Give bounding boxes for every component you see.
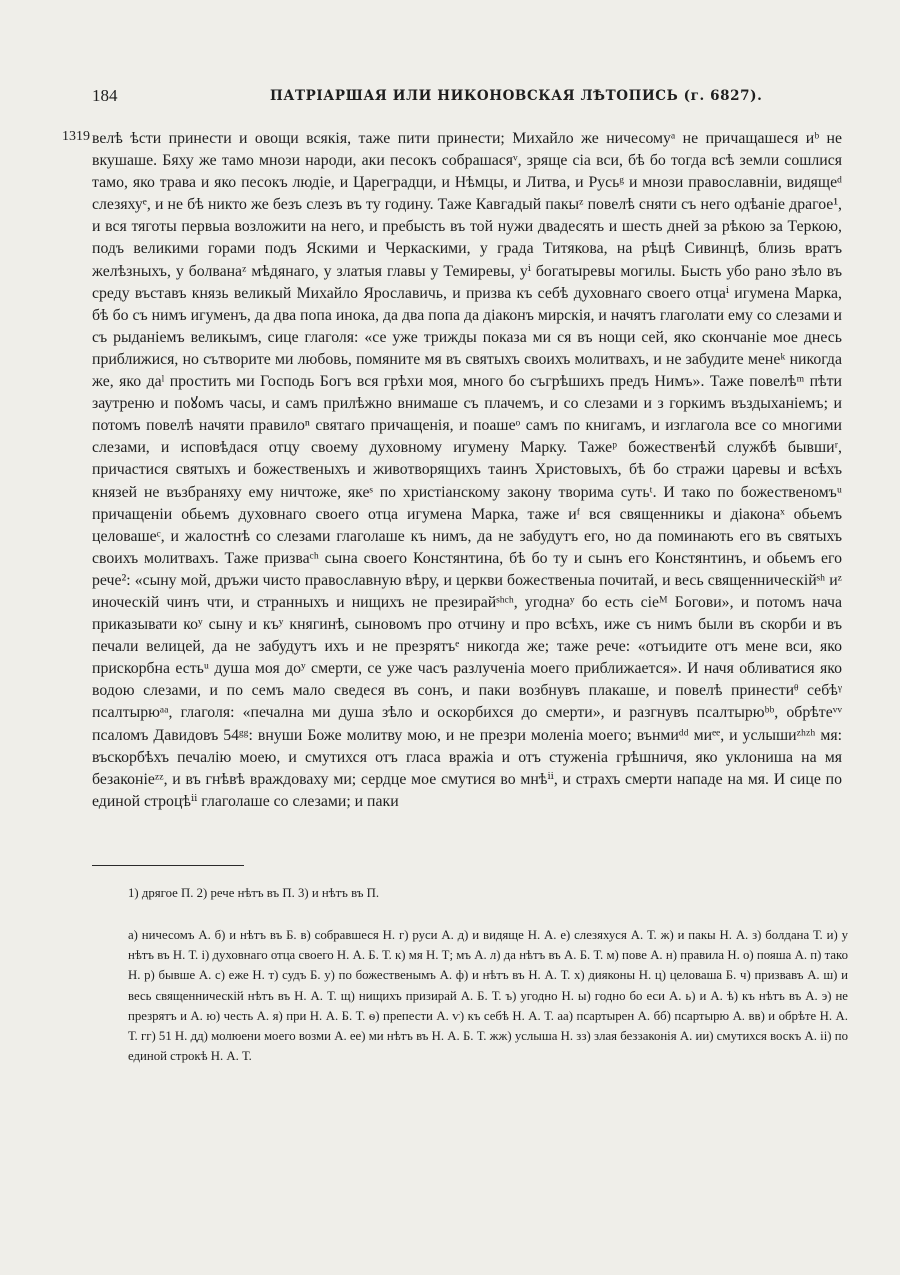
page-number: 184 [92, 86, 118, 105]
numbered-footnotes: 1) дрягое П. 2) рече нѣтъ въ П. 3) и нѣтъ въ П. [128, 886, 380, 900]
main-paragraph: велѣ ѣсти принести и овощи всякія, таже пити принести; Михайло же ничесомуᵃ не причащашеся иᵇ не вкушаше. Бяху же тамо мнози народи, аки песокъ собрашасяᵛ, зряще сіа вси, бѣ бо тогда всѣ земли сошлися тамо, яко трава и яко песокъ людіе, и Цареградци, и Нѣмцы, и Литва, и Русьᵍ и мнози православніи, видящеᵈ слезяхуᵉ, и не бѣ никто же безъ слезъ въ ту годину. Таже Кавгадый пакыᶻ повелѣ сняти съ него одѣаніе драгое¹, и вся тяготы первыа возложити на него, и пребысть въ той нужи двадесять и шесть дней за рѣкою за Теркою, подъ великими горами подъ Яскими и Черкаскими, у града Титякова, на рѣцѣ Сивинцѣ, близь вратъ желѣзныхъ, у болванаᶻ мѣдянаго, у златыя главы у Темиревы, уⁱ богатыревы могилы. Бысть убо рано зѣло въ среду въставъ князь великый Михайло Ярославичь, и призва къ себѣ духовнаго своего отцаⁱ игумена Марка, бѣ бо съ нимъ игуменъ, да два попа инока, да два попа да діаконъ мирскія, и начятъ глаголати ему со слезами и съ рыданіемъ великымъ, сице глаголя: «се уже трижды показа ми ся въ нощи сей, яко скончаніе мое днесь приближися, но сътворите ми любовь, помяните мя въ святыхъ своихъ молитвахъ, и не забудите менеᵏ никогда же, яко даˡ простить ми Господь Богъ вся грѣхи моя, много бо съгрѣшихъ предъ Нимъ». Таже повелѣᵐ пѣти заутреню и поꙋомъ часы, и самъ прилѣжно внимаше съ плачемъ, и со слезами и з горкимъ въздыханіемъ; и потомъ повелѣ начяти правилоⁿ святаго причащенія, и поашеᵒ самъ по книгамъ, и изглагола все со многими слезами, и исповѣдася отцу своему духовному игумену Марку. Тажеᵖ божественѣй службѣ бывшиʳ, причастися святыхъ и божественыхъ и животворящихъ таинъ Христовыхъ, бѣ бо стражи царевы и всѣхъ князей не възбраняху ему ничтоже, якеˢ по христіанскому закону творима сутьᵗ. И тако по божественомъᵘ причащеніи обьемъ духовнаго своего отца игумена Марка, таже иᶠ вся священникы и діаконаˣ обьемъ целовашеᶜ, и жалостнѣ со слезами глаголаше къ нимъ, да не забудутъ его, но да поминають его въ святыхъ своихъ молитвахъ. Таже призваᶜʰ сына своего Констянтина, бѣ бо ту и сынъ его Констянтинъ, и обьемъ его рече²: «сыну мой, дръжи чисто православную вѣру, и церкви божественыа почитай, и весь священническійˢʰ иᶻ иноческій чинъ чти, и странныхъ и нищихъ не презирайˢʰᶜʰ, угоднаʸ бо есть сіеᴹ Богови», и потомъ нача приказывати коʸ сыну и къʸ княгинѣ, сыновомъ про отчину и про всѣхъ, иже съ нимъ были въ скорби и въ печали велицей, да не забудутъ ихъ и не презрятъᵉ никогда же; таже рече: «отъидите отъ мене вси, яко прискорбна естьᵘ душа моя доʸ смерти, се уже часъ разлученіа моего приближается». И начя обливатися яко водою слезами, и по семъ мало сведеся въ сонъ, и паки возбнувъ плакаше, и повелѣ принестиᶿ себѣᵞ псалтырюᵃᵃ, глаголя: «печална ми душа зѣло и оскорбихся до смерти», и разгнувъ псалтырюᵇᵇ, обрѣтеᵛᵛ псаломъ Давидовъ 54ᵍᵍ: внуши Боже молитву мою, и не презри моленіа моего; вънмиᵈᵈ миᵉᵉ, и услышиᶻʰᶻʰ мя: въскорбѣхъ печалію моею, и смутихся отъ гласа вражіа и отъ стуженіа грѣшничя, яко уклониша на мя безаконіеᶻᶻ, и въ гнѣвѣ враждоваху ми; сердце мое смутися во мнѣⁱⁱ, и страхъ смерти нападе на мя. И сице по единой строцѣⁱⁱ глаголаше со слезами; и паки [92, 130, 842, 810]
main-text-block [92, 128, 842, 813]
running-title: ПАТРІАРШАЯ ИЛИ НИКОНОВСКАЯ ЛѢТОПИСЬ (г. 6827). [270, 88, 763, 104]
footnote-divider [92, 865, 244, 866]
page-header [92, 86, 852, 110]
lettered-footnotes: а) ничесомъ А. б) и нѣтъ въ Б. в) собравшеся Н. г) руси А. д) и видяще Н. А. е) слезяхуся А. Т. ж) и пакы Н. А. з) болдана Т. и) у нѣтъ въ Н. Т. і) духовнаго отца своего Н. А. Б. Т. к) мя Н. Т; мъ А. л) да нѣтъ въ А. Б. Т. м) пове А. н) правила Н. о) пояша А. п) тако Н. р) бывше А. с) еже Н. т) судъ Б. у) по божественымъ А. ф) и нѣтъ въ Н. А. Т. х) дияконы Н. ц) целоваша Б. ч) призвавъ А. ш) и весь священническій нѣтъ въ Н. А. Т. щ) нищихъ призирай А. Б. Т. ъ) угодно Н. ы) годно бо еси А. ь) и А. ѣ) къ нѣтъ въ А. э) не презрятъ и А. ю) честь А. я) при Н. А. Б. Т. ѳ) препести А. ѵ) къ себѣ Н. А. Т. аа) псартырен А. бб) псартырю А. вв) и обрѣте Н. А. Т. гг) 51 Н. дд) молюени моего возми А. ее) ми нѣтъ въ Н. А. Б. Т. жж) услыша Н. зз) злая беззаконія А. ии) смутихся воскъ А. іі) по единой строкѣ Н. А. Т. [128, 928, 848, 1064]
margin-year: 1319 [62, 129, 90, 144]
